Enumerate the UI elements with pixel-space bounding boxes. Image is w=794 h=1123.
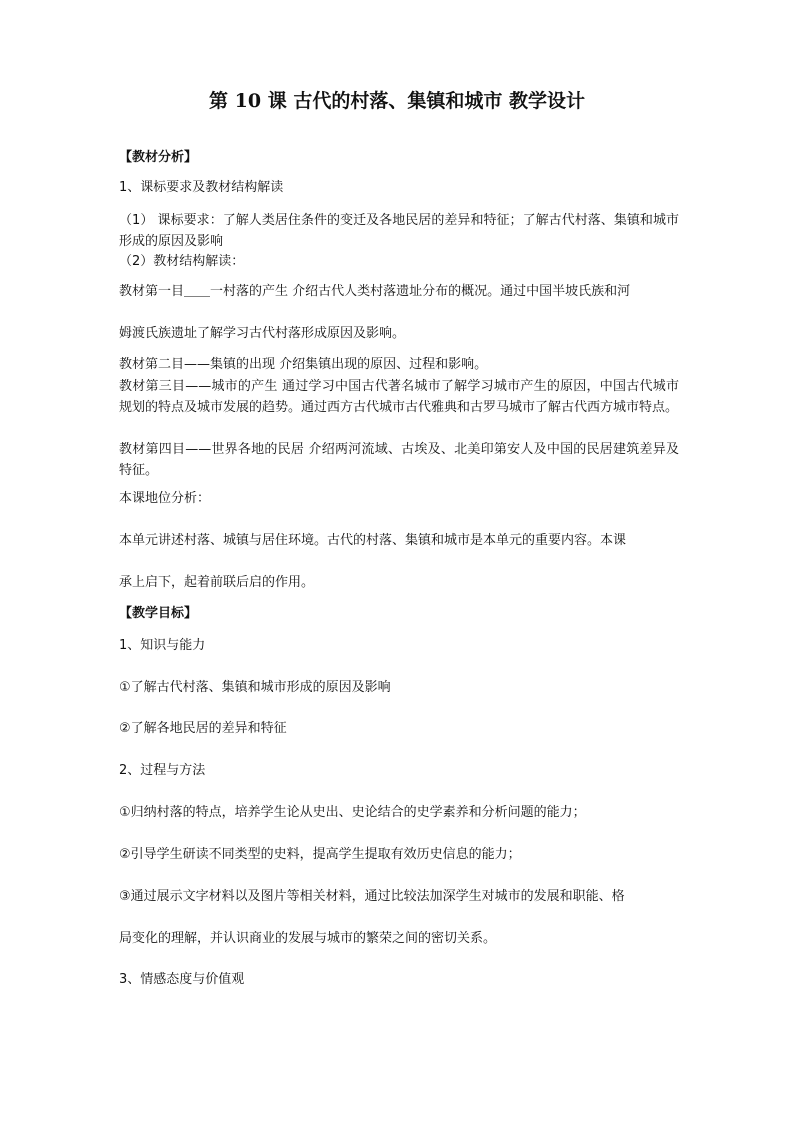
heading-teaching-goals: 【教学目标】: [119, 606, 198, 621]
paragraph-position-line2: 承上启下，起着前联后启的作用。: [119, 575, 315, 590]
goal-process-method: 2、过程与方法: [119, 763, 206, 778]
goal-process-item3-line1: ③通过展示文字材料以及图片等相关材料，通过比较法加深学生对城市的发展和职能、格: [119, 889, 625, 904]
goal-process-item1: ①归纳村落的特点，培养学生论从史出、史论结合的史学素养和分析问题的能力；: [119, 805, 586, 820]
paragraph-position-line1: 本单元讲述村落、城镇与居住环境。古代的村落、集镇和城市是本单元的重要内容。本课: [119, 533, 627, 548]
paragraph-section1-line1: 教材第一目＿＿一村落的产生 介绍古代人类村落遗址分布的概况。通过中国半坡氏族和河: [119, 284, 631, 299]
paragraph-section4: 教材第四目——世界各地的民居 介绍两河流域、古埃及、北美印第安人及中国的民居建筑差异及特征。: [119, 442, 679, 478]
page-title: 第 10 课 古代的村落、集镇和城市 教学设计: [209, 90, 585, 112]
goal-emotion-values: 3、情感态度与价值观: [119, 972, 245, 987]
paragraph-curriculum-requirement: （1） 课标要求：了解人类居住条件的变迁及各地民居的差异和特征；了解古代村落、集镇和城市形成的原因及影响: [119, 213, 679, 249]
goal-knowledge-ability: 1、知识与能力: [119, 638, 206, 653]
goal-process-item3-line2: 局变化的理解，并认识商业的发展与城市的繁荣之间的密切关系。: [119, 931, 497, 946]
paragraph-section1-line2: 姆渡氏族遗址了解学习古代村落形成原因及影响。: [119, 326, 406, 341]
item-curriculum-requirements: 1、课标要求及教材结构解读: [119, 180, 284, 195]
goal-knowledge-item2: ②了解各地民居的差异和特征: [119, 721, 287, 736]
paragraph-section2: 教材第二目——集镇的出现 介绍集镇出现的原因、过程和影响。: [119, 357, 488, 372]
goal-knowledge-item1: ①了解古代村落、集镇和城市形成的原因及影响: [119, 680, 391, 695]
heading-textbook-analysis: 【教材分析】: [119, 150, 198, 165]
goal-process-item2: ②引导学生研读不同类型的史料，提高学生提取有效历史信息的能力；: [119, 847, 521, 862]
label-structure-reading: （2）教材结构解读：: [119, 254, 245, 269]
label-lesson-position: 本课地位分析：: [119, 491, 211, 506]
paragraph-section3: 教材第三目——城市的产生 通过学习中国古代著名城市了解学习城市产生的原因，中国古代城市规划的特点及城市发展的趋势。通过西方古代城市古代雅典和古罗马城市了解古代西方城市特点。: [119, 379, 679, 415]
